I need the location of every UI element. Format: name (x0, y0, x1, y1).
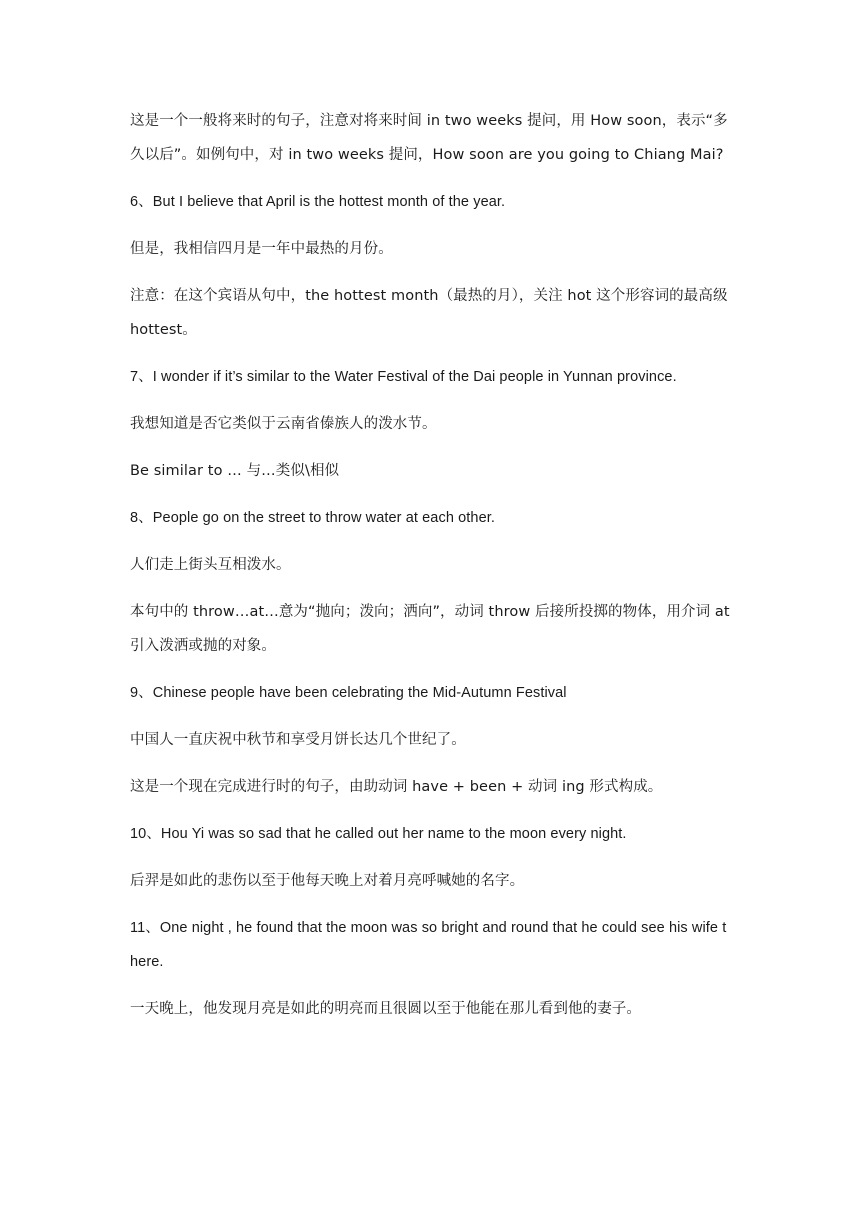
sentence-9-english: 9、Chinese people have been celebrating the Mid-Autumn Festival (130, 685, 567, 701)
sentence-11-translation: 一天晚上，他发现月亮是如此的明亮而且很圆以至于他能在那儿看到他的妻子。 (130, 1001, 641, 1017)
paragraph-future-tense-note: 这是一个一般将来时的句子，注意对将来时间 in two weeks 提问，用 How soon，表示“多久以后”。如例句中，对 in two weeks 提问，How soon are you going to Chiang Mai? (130, 113, 728, 163)
sentence-6-english: 6、But I believe that April is the hottest month of the year. (130, 194, 506, 210)
sentence-9-translation: 中国人一直庆祝中秋节和享受月饼长达几个世纪了。 (130, 732, 466, 748)
sentence-9-note: 这是一个现在完成进行时的句子，由助动词 have + been + 动词 ing 形式构成。 (130, 779, 663, 795)
sentence-11-english: 11、One night , he found that the moon was so bright and round that he could see his wife there. (130, 920, 727, 970)
sentence-6-translation: 但是，我相信四月是一年中最热的月份。 (130, 241, 393, 257)
sentence-7-translation: 我想知道是否它类似于云南省傣族人的泼水节。 (130, 416, 437, 432)
sentence-7-english: 7、I wonder if it’s similar to the Water Festival of the Dai people in Yunnan province. (130, 369, 677, 385)
sentence-6-note: 注意：在这个宾语从句中，the hottest month（最热的月），关注 hot 这个形容词的最高级 hottest。 (130, 288, 728, 338)
sentence-8-translation: 人们走上街头互相泼水。 (130, 557, 291, 573)
sentence-10-translation: 后羿是如此的悲伤以至于他每天晚上对着月亮呼喊她的名字。 (130, 873, 525, 889)
document-page (130, 104, 734, 1039)
sentence-10-english: 10、Hou Yi was so sad that he called out her name to the moon every night. (130, 826, 627, 842)
sentence-8-note: 本句中的 throw…at…意为“抛向；泼向；洒向”，动词 throw 后接所投掷的物体，用介词 at 引入泼洒或抛的对象。 (130, 604, 730, 654)
sentence-7-note: Be similar to … 与…类似\相似 (130, 463, 340, 479)
sentence-8-english: 8、People go on the street to throw water at each other. (130, 510, 495, 526)
